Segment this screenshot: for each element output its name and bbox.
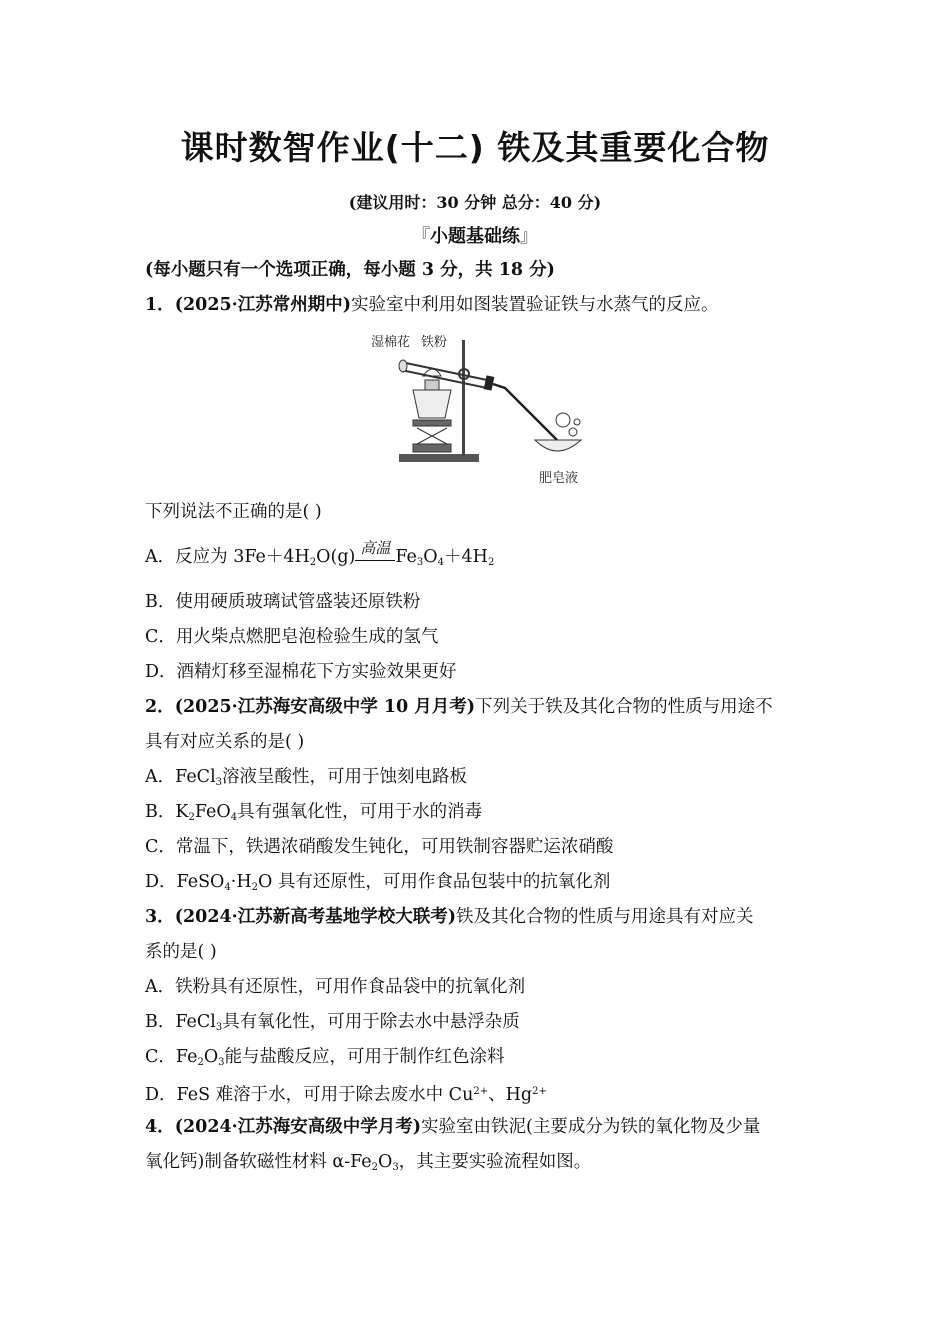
q1a-text-5: ＋4H bbox=[444, 547, 488, 567]
q2-source: (2025·江苏海安高级中学 10 月月考) bbox=[174, 697, 476, 717]
q3-option-a: A．铁粉具有还原性，可用作食品袋中的抗氧化剂 bbox=[145, 977, 526, 997]
q2-stem-line2: 具有对应关系的是( ) bbox=[145, 732, 305, 752]
bubble-2 bbox=[569, 428, 577, 436]
delivery-tube bbox=[493, 384, 557, 440]
q3-stem-line1 bbox=[145, 905, 754, 929]
stand-base bbox=[399, 454, 479, 462]
q3c-text-1: C．Fe bbox=[145, 1047, 198, 1067]
q3d-text-1: D．FeS 难溶于水，可用于除去废水中 Cu bbox=[145, 1085, 474, 1105]
q3c-text-3: 能与盐酸反应，可用于制作红色涂料 bbox=[224, 1047, 505, 1067]
q2b-text-1: B．K bbox=[145, 802, 189, 822]
q2a-text-2: 溶液呈酸性，可用于蚀刻电路板 bbox=[222, 767, 468, 787]
q1-stem-text: 实验室中利用如图装置验证铁与水蒸气的反应。 bbox=[351, 295, 719, 315]
q2-stem-line1 bbox=[145, 695, 773, 719]
q1-option-a bbox=[145, 538, 495, 575]
q1-question: 下列说法不正确的是( ) bbox=[145, 502, 322, 522]
reaction-condition-arrow bbox=[355, 538, 395, 570]
q3b-text-1: B．FeCl bbox=[145, 1012, 216, 1032]
q3c-sub-2: 3 bbox=[218, 1057, 225, 1068]
q2b-text-3: 具有强氧化性，可用于水的消毒 bbox=[237, 802, 483, 822]
soap-dish bbox=[535, 440, 581, 451]
q1a-text-3: Fe bbox=[395, 547, 417, 567]
q3-option-c bbox=[145, 1045, 505, 1075]
alcohol-lamp bbox=[413, 369, 451, 418]
reaction-condition-line bbox=[355, 560, 395, 561]
section-left-bracket: 『 bbox=[412, 226, 430, 247]
bubble-1 bbox=[556, 413, 570, 427]
q4-text-3: ，其主要实验流程如图。 bbox=[398, 1152, 592, 1172]
q1a-text-1: A．反应为 3Fe＋4H bbox=[145, 547, 310, 567]
q3-stem-line2: 系的是( ) bbox=[145, 942, 217, 962]
stand-rod bbox=[462, 340, 465, 456]
q2d-sub-1: 4 bbox=[224, 882, 231, 893]
q2a-text-1: A．FeCl bbox=[145, 767, 216, 787]
q1-source: (2025·江苏常州期中) bbox=[174, 295, 352, 315]
q3b-sub-1: 3 bbox=[215, 1022, 223, 1033]
q3d-sup-2: 2+ bbox=[532, 1086, 547, 1097]
apparatus-figure bbox=[365, 328, 595, 492]
q2-option-b bbox=[145, 800, 482, 830]
q2-number: 2． bbox=[145, 697, 175, 717]
reaction-condition-label: 高温 bbox=[360, 538, 391, 557]
section-right-bracket: 』 bbox=[520, 226, 538, 247]
q4-text-1: 氧化钙)制备软磁性材料 α-Fe bbox=[145, 1152, 372, 1172]
q1-stem bbox=[145, 293, 719, 317]
test-tube bbox=[399, 360, 494, 391]
q3b-text-2: 具有氧化性，可用于除去水中悬浮杂质 bbox=[222, 1012, 520, 1032]
q2-option-c: C．常温下，铁遇浓硝酸发生钝化，可用铁制容器贮运浓硝酸 bbox=[145, 837, 614, 857]
q1a-text-4: O bbox=[423, 547, 438, 567]
q1-option-b: B．使用硬质玻璃试管盛装还原铁粉 bbox=[145, 592, 421, 612]
q2d-sub-2: 2 bbox=[251, 882, 258, 893]
q3-option-b bbox=[145, 1010, 520, 1040]
q3-stem-text: 铁及其化合物的性质与用途具有对应关 bbox=[456, 907, 754, 927]
q4-stem-line1 bbox=[145, 1115, 760, 1139]
q3-option-d bbox=[145, 1080, 547, 1107]
q1-option-d: D．酒精灯移至湿棉花下方实验效果更好 bbox=[145, 662, 457, 682]
q1-number: 1． bbox=[145, 295, 175, 315]
q3c-text-2: O bbox=[203, 1047, 219, 1067]
q2a-sub-1: 3 bbox=[215, 777, 223, 788]
q4-source: (2024·江苏海安高级中学月考) bbox=[174, 1117, 422, 1137]
q4-stem-text: 实验室由铁泥(主要成分为铁的氧化物及少量 bbox=[421, 1117, 761, 1137]
lab-jack bbox=[413, 420, 451, 452]
q1a-text-2: O(g) bbox=[316, 547, 356, 567]
q1a-sub-2: 3 bbox=[416, 557, 424, 568]
page-subtitle: (建议用时：30 分钟 总分：40 分) bbox=[348, 193, 602, 212]
q4-text-2: O bbox=[378, 1152, 393, 1172]
q3-number: 3． bbox=[145, 907, 175, 927]
q1a-sub-3: 4 bbox=[437, 557, 445, 568]
q2d-text-3: O 具有还原性，可用作食品包装中的抗氧化剂 bbox=[258, 872, 611, 892]
q3c-sub-1: 2 bbox=[197, 1057, 204, 1068]
q1a-sub-1: 2 bbox=[309, 557, 317, 568]
q1a-sub-4: 2 bbox=[487, 557, 495, 568]
q4-sub-2: 3 bbox=[392, 1162, 399, 1173]
q2-option-d bbox=[145, 870, 610, 900]
q2d-text-1: D．FeSO bbox=[145, 872, 225, 892]
q1-option-c: C．用火柴点燃肥皂泡检验生成的氢气 bbox=[145, 627, 439, 647]
page-title: 课时数智作业(十二) 铁及其重要化合物 bbox=[180, 128, 770, 167]
label-iron-powder: 铁粉 bbox=[421, 335, 448, 350]
q2d-text-2: ·H bbox=[230, 872, 252, 892]
q2-stem-text: 下列关于铁及其化合物的性质与用途不 bbox=[475, 697, 773, 717]
label-wet-cotton: 湿棉花 bbox=[371, 335, 411, 350]
section-heading bbox=[0, 222, 950, 248]
q3d-sup-1: 2+ bbox=[473, 1086, 489, 1097]
q4-number: 4． bbox=[145, 1117, 175, 1137]
q2b-text-2: FeO bbox=[194, 802, 231, 822]
q4-sub-1: 2 bbox=[371, 1162, 379, 1173]
bubble-3 bbox=[574, 419, 580, 425]
q4-stem-line2 bbox=[145, 1150, 591, 1180]
apparatus-diagram bbox=[365, 328, 595, 488]
section-label: 小题基础练 bbox=[430, 226, 520, 247]
q2b-sub-2: 4 bbox=[230, 812, 238, 823]
q3-source: (2024·江苏新高考基地学校大联考) bbox=[174, 907, 457, 927]
q2-option-a bbox=[145, 765, 467, 795]
q3d-text-2: 、Hg bbox=[488, 1085, 533, 1105]
label-soap-solution: 肥皂液 bbox=[539, 471, 579, 486]
q2b-sub-1: 2 bbox=[188, 812, 195, 823]
instruction: (每小题只有一个选项正确，每小题 3 分，共 18 分) bbox=[145, 260, 555, 280]
